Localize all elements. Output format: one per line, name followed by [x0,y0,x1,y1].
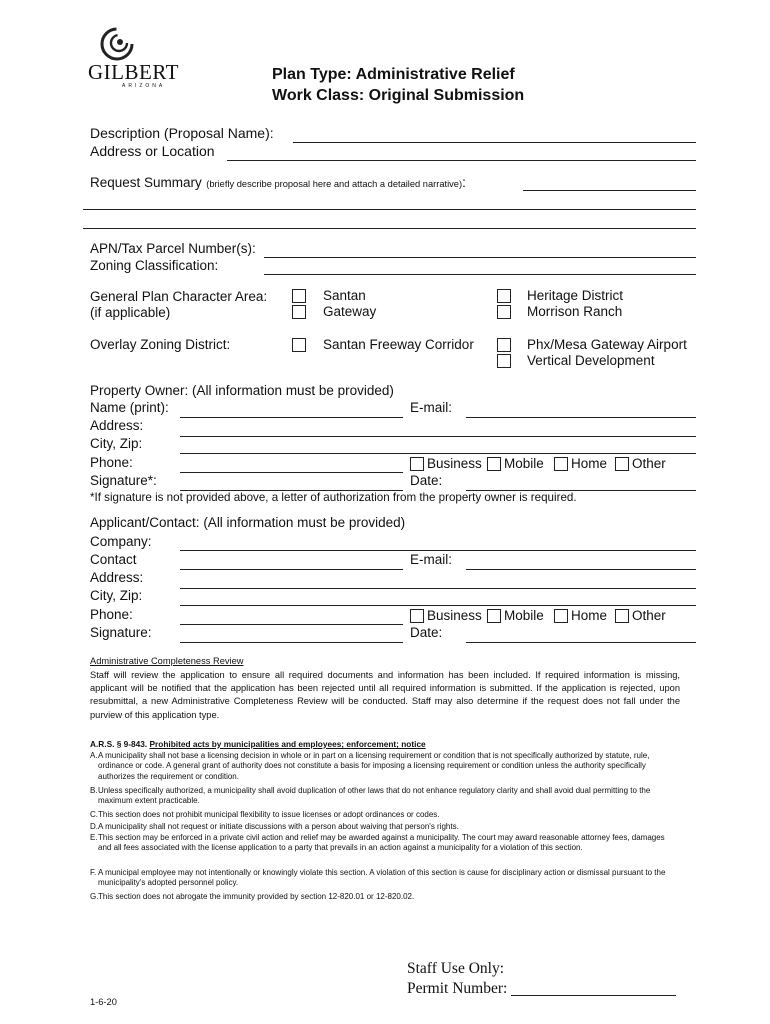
owner-city-field[interactable] [180,453,696,454]
owner-address-field[interactable] [180,436,696,437]
owner-address-label: Address: [90,418,144,433]
general-plan-label: General Plan Character Area: [90,289,268,304]
applicant-heading: Applicant/Contact: (All information must be provided) [90,515,406,530]
ars-item-g [90,892,670,902]
ars-item-label: D. [90,822,98,831]
option-santan-freeway: Santan Freeway Corridor [323,337,474,352]
applicant-address-label: Address: [90,570,144,585]
applicant-date-field[interactable] [466,642,696,643]
checkbox-santan[interactable] [292,289,306,303]
option-vertical-development: Vertical Development [527,353,655,368]
ars-item-d [90,822,670,832]
ars-item-text: A municipality shall not request or initiate discussions with a person about waiving that person's rights. [98,822,459,831]
applicant-signature-field[interactable] [180,642,403,643]
checkbox-morrison-ranch[interactable] [497,305,511,319]
address-location-label: Address or Location [90,143,215,159]
option-heritage-district: Heritage District [527,288,624,303]
checkbox-phx-mesa-gateway[interactable] [497,338,511,352]
option-santan: Santan [323,288,366,303]
option-phx-mesa-gateway: Phx/Mesa Gateway Airport [527,337,687,352]
applicant-email-label: E-mail: [410,552,453,567]
request-summary-field-3[interactable] [83,228,696,229]
ars-item-text: This section does not prohibit municipal flexibility to issue licenses or adopt ordinances or codes. [98,810,440,819]
owner-phone-label: Phone: [90,455,133,470]
apn-field[interactable] [264,257,696,258]
owner-checkbox-business[interactable] [410,457,424,471]
permit-number-label: Permit Number: [407,980,508,997]
applicant-phone-home: Home [571,608,608,623]
applicant-checkbox-home[interactable] [554,609,568,623]
applicant-checkbox-business[interactable] [410,609,424,623]
zoning-label: Zoning Classification: [90,258,219,273]
owner-phone-field[interactable] [180,472,403,473]
applicant-contact-field[interactable] [180,569,403,570]
applicant-date-label: Date: [410,625,443,640]
checkbox-santan-freeway[interactable] [292,338,306,352]
address-location-field[interactable] [227,160,696,161]
ars-title: Prohibited acts by municipalities and employees; enforcement; notice [149,739,426,749]
ars-item-label: E. [90,833,98,842]
ars-item-text: A municipality shall not base a licensing decision in whole or in part on a licensing requirement or condition that is not specifically authorized by statute, rule, ordinance or code. A general grant of authority does not constitute a basis for imposing a licensing requirement or condition unless the authority specifically authorizes the requirement or condition. [98,751,650,781]
applicant-phone-other: Other [632,608,666,623]
owner-email-label: E-mail: [410,400,453,415]
owner-phone-home: Home [571,456,608,471]
ars-heading [90,739,426,749]
ars-item-text: This section may be enforced in a private civil action and relief may be awarded against a municipality. The court may award reasonable attorney fees, damages and all fees associated with the license application to a party that prevails in an action against a municipality for a violation of this section. [98,833,665,853]
applicant-contact-label: Contact [90,552,137,567]
ars-ref: A.R.S. § 9-843. [90,739,148,749]
option-morrison-ranch: Morrison Ranch [527,304,623,319]
overlay-label: Overlay Zoning District: [90,337,231,352]
request-summary-row [90,174,466,192]
checkbox-heritage-district[interactable] [497,289,511,303]
applicant-phone-business: Business [427,608,482,623]
owner-checkbox-mobile[interactable] [487,457,501,471]
applicant-address-field[interactable] [180,588,696,589]
owner-checkbox-other[interactable] [615,457,629,471]
applicant-checkbox-mobile[interactable] [487,609,501,623]
owner-name-label: Name (print): [90,400,169,415]
zoning-field[interactable] [264,274,696,275]
gilbert-swirl-icon [97,26,137,62]
request-summary-field[interactable] [523,190,696,191]
ars-item-label: C. [90,810,98,819]
logo-name: GILBERT [88,60,179,84]
description-field[interactable] [293,142,696,143]
checkbox-vertical-development[interactable] [497,354,511,368]
checkbox-gateway[interactable] [292,305,306,319]
request-summary-colon: : [462,175,466,190]
applicant-signature-label: Signature: [90,625,152,640]
owner-phone-business: Business [427,456,482,471]
applicant-city-label: City, Zip: [90,588,143,603]
ars-item-text: Unless specifically authorized, a municipality shall avoid duplication of other laws that do not enhance regulatory clarity and shall avoid dual permitting to the maximum extent practicable. [98,786,651,806]
owner-email-field[interactable] [466,417,696,418]
ars-item-text: A municipal employee may not intentionally or knowingly violate this section. A violation of this section is cause for disciplinary action or dismissal pursuant to the municipality's adopted personnel policy. [98,868,666,888]
apn-label: APN/Tax Parcel Number(s): [90,241,256,256]
ars-item-text: This section does not abrogate the immunity provided by section 12-820.01 or 12-820.02. [98,892,415,901]
work-class-title: Work Class: Original Submission [272,87,525,104]
applicant-company-label: Company: [90,534,152,549]
applicant-email-field[interactable] [466,569,696,570]
plan-type-title: Plan Type: Administrative Relief [272,66,515,83]
owner-date-label: Date: [410,473,443,488]
ars-item-label: B. [90,786,98,795]
logo-sub: ARIZONA [122,83,166,89]
permit-number-field[interactable] [511,995,676,996]
applicant-phone-mobile: Mobile [504,608,544,623]
owner-signature-label: Signature*: [90,473,157,488]
description-label: Description (Proposal Name): [90,125,274,141]
owner-phone-other: Other [632,456,666,471]
staff-use-title: Staff Use Only: [407,960,505,977]
owner-city-label: City, Zip: [90,436,143,451]
general-plan-sublabel: (if applicable) [90,305,171,320]
owner-heading: Property Owner: (All information must be provided) [90,383,394,398]
ars-item-label: A. [90,751,98,760]
owner-note: *If signature is not provided above, a letter of authorization from the property owner is required. [90,491,577,504]
applicant-phone-label: Phone: [90,607,133,622]
applicant-city-field[interactable] [180,605,696,606]
option-gateway: Gateway [323,304,377,319]
ars-item-label: F. [90,868,97,877]
ars-item-a [90,751,670,782]
ars-item-label: G. [90,892,99,901]
review-title: Administrative Completeness Review [90,656,244,666]
owner-checkbox-home[interactable] [554,457,568,471]
review-body: Staff will review the application to ensure all required documents and information has been included. If required information is missing, applicant will be notified that the application has been rejected until all required information is submitted. If the application is rejected, upon resubmittal, a new Administrative Completeness Review will be conducted. Staff may also determine if the request does not fall under the purview of this application type. [90,670,680,720]
request-summary-label: Request Summary [90,175,202,190]
applicant-phone-field[interactable] [180,624,403,625]
ars-item-c [90,810,670,820]
footer-date-code: 1-6-20 [90,997,117,1007]
applicant-company-field[interactable] [180,550,696,551]
owner-name-field[interactable] [180,417,403,418]
owner-phone-mobile: Mobile [504,456,544,471]
applicant-checkbox-other[interactable] [615,609,629,623]
request-summary-field-2[interactable] [83,209,696,210]
ars-item-b [90,786,670,807]
ars-item-f [90,868,670,889]
ars-item-e [90,833,670,854]
request-summary-note: (briefly describe proposal here and attach a detailed narrative) [206,179,463,189]
